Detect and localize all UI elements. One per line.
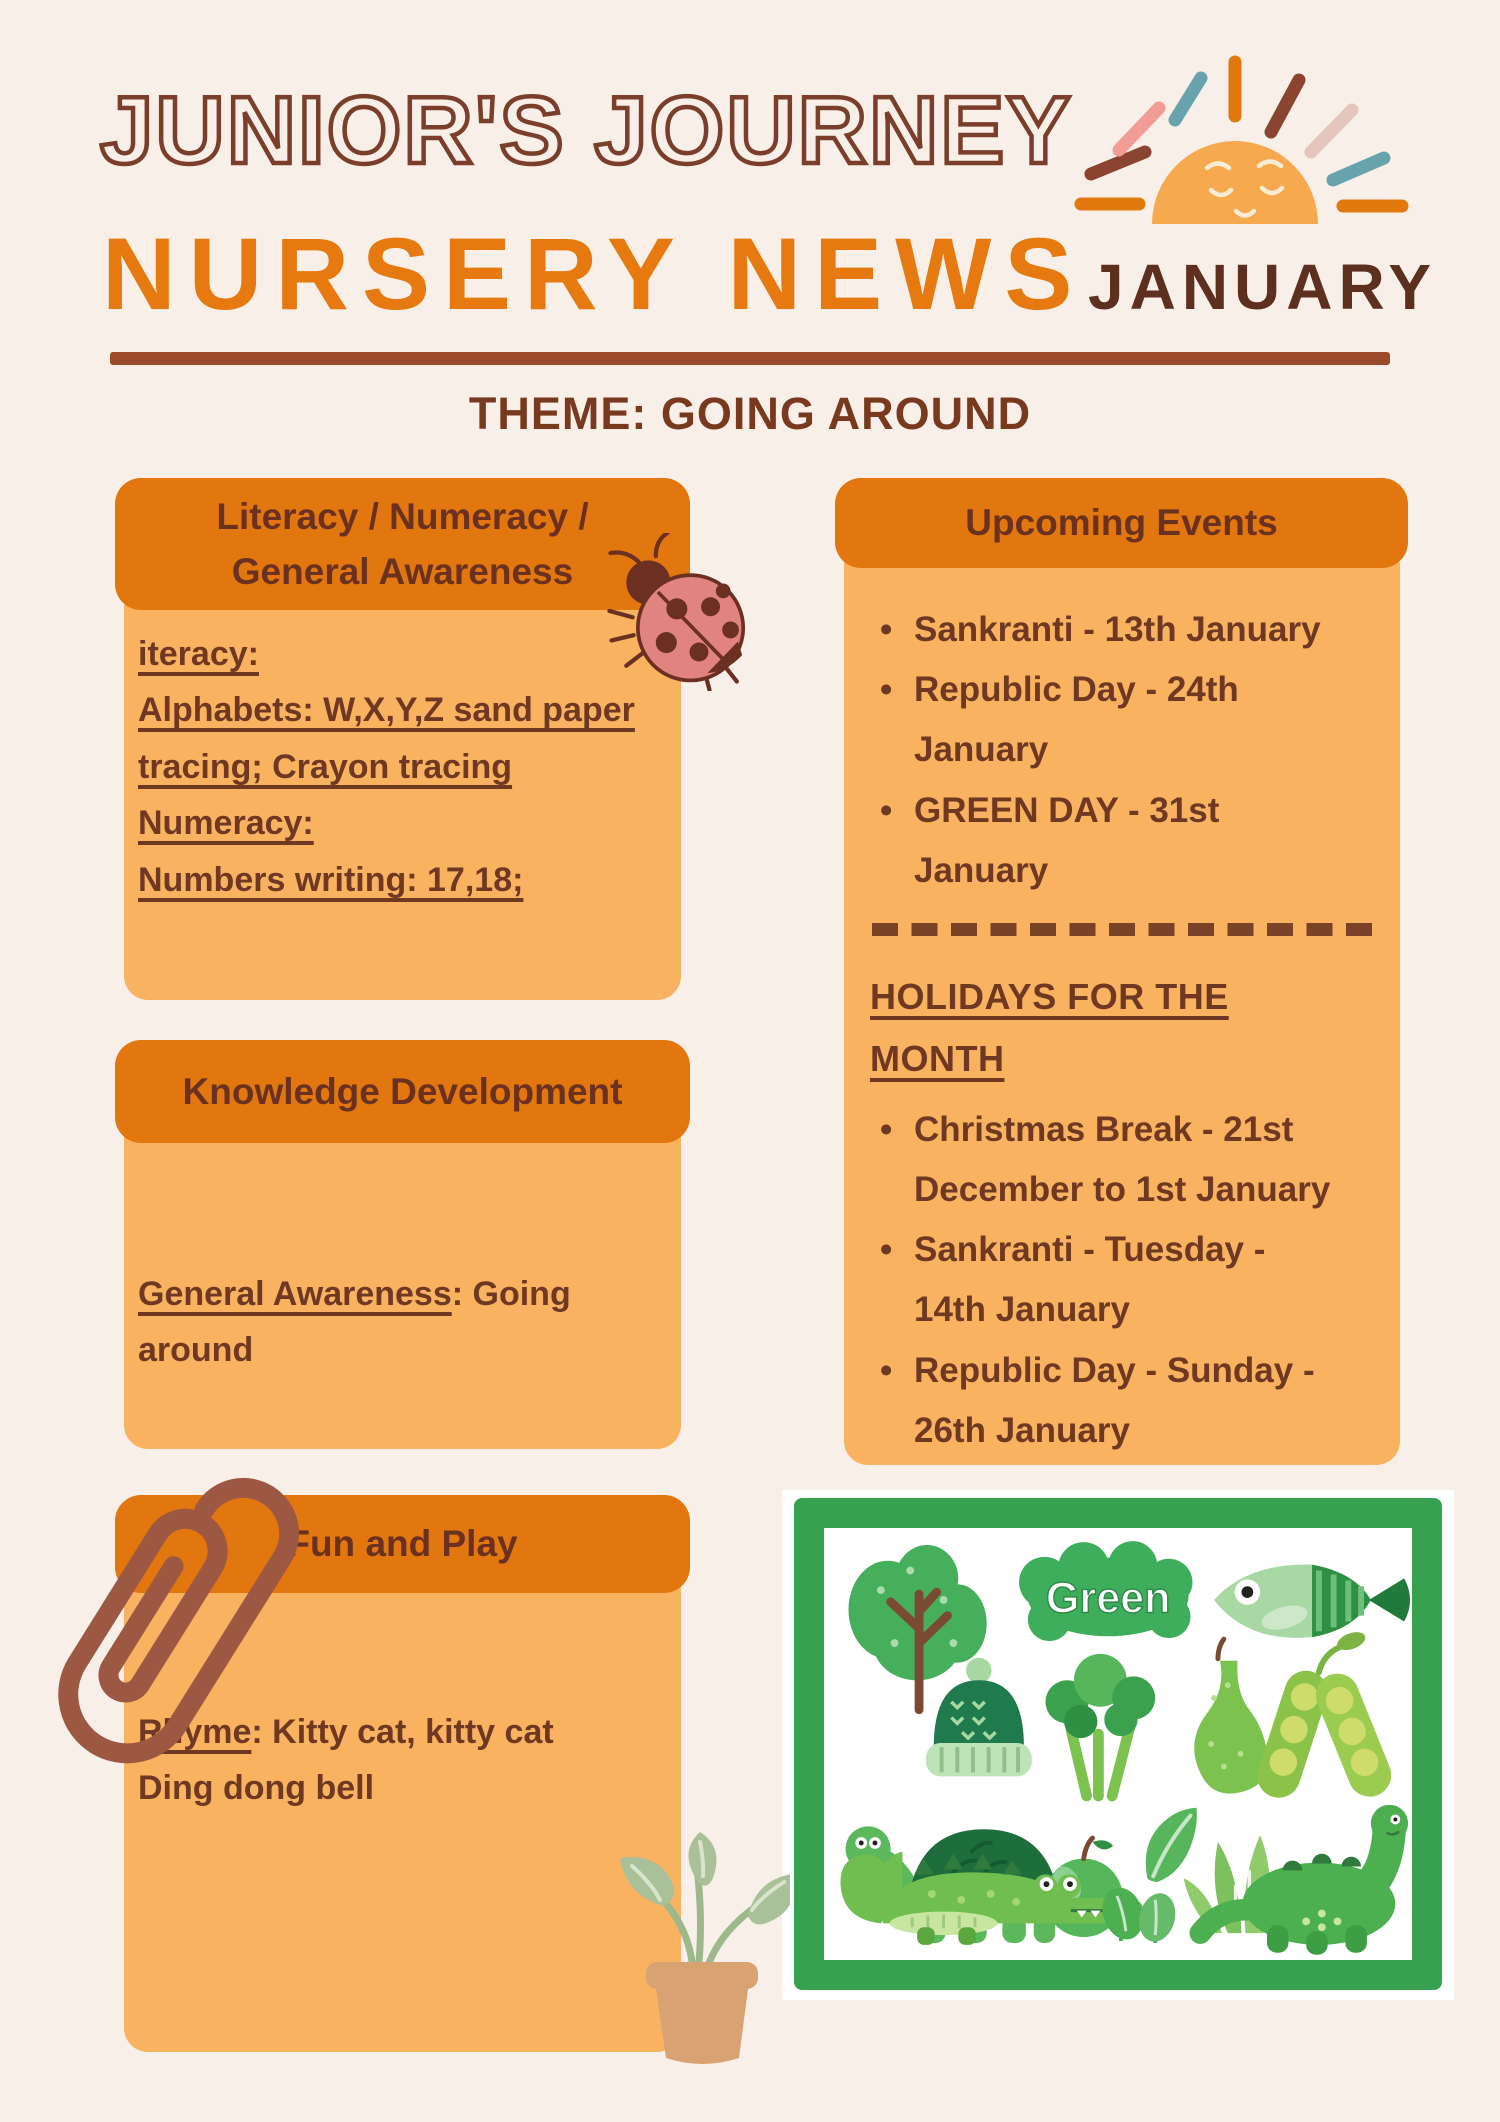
literacy-line: iteracy: — [138, 635, 259, 673]
event-item: • GREEN DAY - 31st January — [868, 781, 1346, 901]
dashed-divider — [872, 923, 1372, 936]
literacy-card-title-text: Literacy / Numeracy / General Awareness — [216, 495, 589, 592]
sun-icon — [1058, 46, 1430, 274]
event-item: • Republic Day - 24th January — [868, 660, 1346, 780]
knowledge-text: : Going around — [138, 1275, 571, 1370]
title-divider — [110, 352, 1390, 365]
holidays-list — [868, 1100, 1372, 1461]
beanie-hat-icon — [926, 1658, 1032, 1777]
holiday-item: • Sankranti - Tuesday - 14th January — [868, 1220, 1346, 1340]
rhyme-label: Rhyme — [138, 1713, 252, 1751]
fish-icon — [1214, 1565, 1410, 1638]
green-label-text: Green — [1045, 1574, 1171, 1623]
pea-pods-icon — [1252, 1629, 1398, 1804]
green-label — [1019, 1541, 1192, 1641]
holidays-title: HOLIDAYS FOR THE MONTH — [870, 975, 1229, 1079]
literacy-card-body — [124, 600, 681, 1000]
theme-line: THEME: GOING AROUND — [468, 388, 1032, 439]
newsletter-title: NURSERY NEWS — [102, 217, 1086, 331]
holiday-item: • Christmas Break - 21st December to 1st January — [868, 1100, 1346, 1220]
literacy-line: Numbers writing: 17,18; — [138, 860, 524, 899]
pear-icon — [1194, 1639, 1268, 1793]
events-card-title — [835, 478, 1408, 568]
events-card-title-text: Upcoming Events — [965, 502, 1278, 544]
events-list — [868, 600, 1372, 901]
knowledge-card-title — [115, 1040, 690, 1143]
broccoli-icon — [1045, 1654, 1155, 1796]
potted-plant-icon — [598, 1832, 790, 2069]
rhyme-text: : Kitty cat, kitty cat Ding dong bell — [138, 1713, 554, 1808]
school-name-title: JUNIOR'S JOURNEY — [100, 77, 1073, 184]
event-item: • Sankranti - 13th January — [868, 600, 1346, 660]
green-poster-art — [824, 1528, 1412, 1960]
knowledge-label: General Awareness — [138, 1275, 452, 1313]
ladybug-icon — [600, 533, 760, 691]
green-theme-poster — [782, 1490, 1454, 2000]
fun-card-title-text: Fun and Play — [287, 1523, 518, 1565]
month-label: JANUARY — [1088, 251, 1437, 323]
holiday-item: • Republic Day - Sunday - 26th January — [868, 1341, 1346, 1461]
literacy-line: Alphabets: W,X,Y,Z sand paper tracing; Crayon tracing — [138, 691, 635, 786]
knowledge-card-title-text: Knowledge Development — [182, 1070, 623, 1112]
knowledge-card-body — [124, 1128, 681, 1449]
leaf-icon — [1146, 1808, 1197, 1882]
green-poster-frame — [794, 1498, 1442, 1990]
literacy-line: Numeracy: — [138, 804, 314, 843]
events-card-body — [844, 558, 1400, 1465]
